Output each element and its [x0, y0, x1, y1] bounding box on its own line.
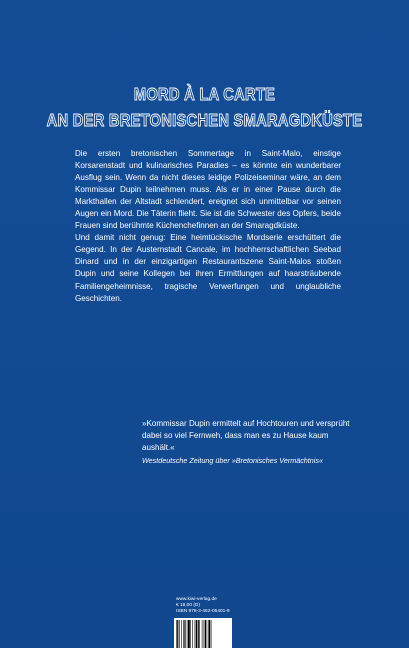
headline [0, 81, 409, 133]
barcode-bar [199, 620, 200, 648]
barcode-bar [176, 620, 177, 648]
blurb [75, 148, 341, 305]
price-label: € 18,00 (D) [176, 603, 200, 608]
quote-source: Westdeutsche Zeitung über »Bretonisches Vermächtnis« [142, 456, 323, 466]
barcode-bar [188, 620, 190, 648]
barcode-bar [208, 620, 210, 648]
barcode-bar [196, 620, 197, 648]
barcode-bar [205, 620, 206, 648]
barcode-bar [204, 620, 205, 648]
publisher-info [176, 597, 296, 615]
quote-text: »Kommissar Dupin ermittelt auf Hochtouren und versprüht dabei so viel Fernweh, dass man es zu Hause kaum aushält.« [142, 419, 350, 453]
barcode-bar [177, 620, 178, 648]
review-quote [142, 418, 362, 467]
barcode-bar [192, 620, 193, 648]
barcode-graphic [174, 618, 232, 648]
barcode-bar [184, 620, 185, 648]
barcode-bar [190, 620, 191, 648]
barcode-bar [211, 620, 212, 648]
barcode-bar [183, 620, 184, 648]
barcode-bar [198, 620, 199, 648]
barcode-bar [202, 620, 203, 648]
barcode-bar [187, 620, 188, 648]
headline-line-1: MORD À LA CARTE [133, 84, 276, 104]
barcode-bar [179, 620, 180, 648]
headline-line-2: AN DER BRETONISCHEN SMARAGDKÜSTE [46, 110, 363, 130]
barcode [174, 618, 232, 648]
barcode-bar [181, 620, 182, 648]
blurb-paragraph-1: Die ersten bretonischen Sommertage in Saint-Malo, einstige Korsarenstadt und kulinarisches Paradies – es könnte ein wunderbarer Ausflug sein. Wenn da nicht dieses leidige Polizeiseminar wäre, an dem Kommissar Dupin teilnehmen muss. Als er in einer Pause durch die Markthallen der Altstadt schlendert, ereignet sich unmittelbar vor seinen Augen ein Mord. Die Täterin flieht. Sie ist die Schwester des Opfers, beide Frauen sind berühmte Küchenchefinnen an der Smaragdküste. [75, 149, 341, 231]
blurb-paragraph-2: Und damit nicht genug: Eine heimtückische Mordserie erschüttert die Gegend. In der Austernstadt Cancale, im hochherrschaftlichen Seebad Dinard und in der einzigartigen Restaurantszene Saint-Malos stoßen Dupin und seine Kollegen bei ihren Ermittlungen auf haarsträubende Familiengeheimnisse, tragische Verwerfungen und unglaubliche Geschichten. [75, 233, 341, 303]
barcode-bar [195, 620, 196, 648]
barcode-bar [207, 620, 208, 648]
isbn-label: ISBN 978-3-462-05401-9 [176, 609, 230, 614]
publisher-website: www.kiwi-verlag.de [176, 597, 217, 602]
